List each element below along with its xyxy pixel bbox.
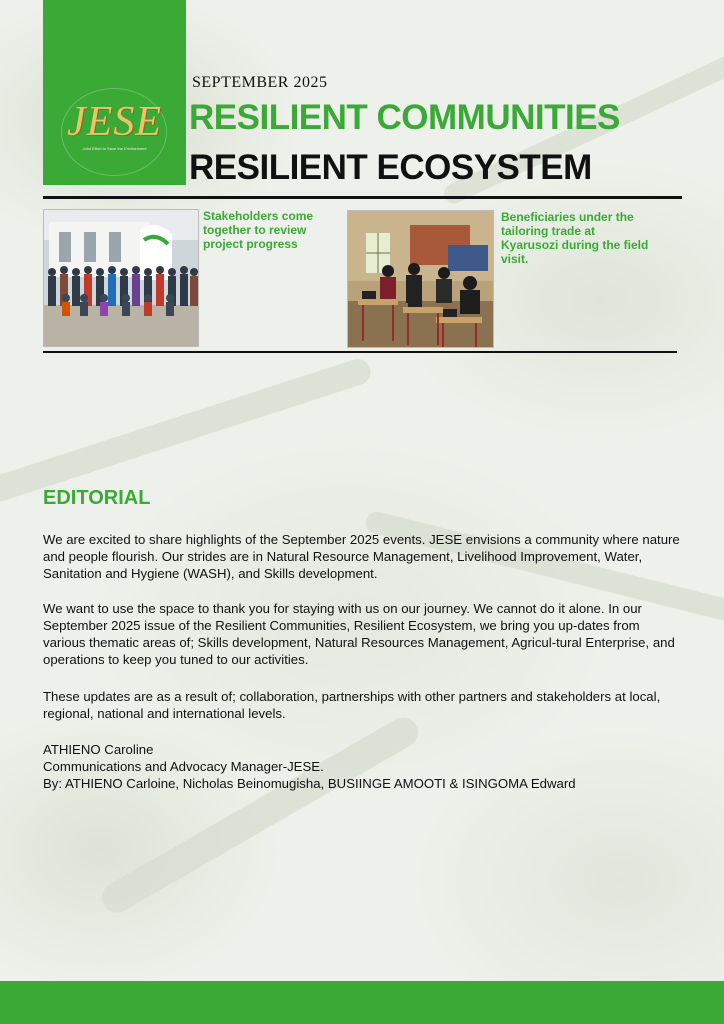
- masthead-title-line1: RESILIENT COMMUNITIES: [189, 98, 620, 137]
- tailoring-photo-image: [348, 211, 493, 347]
- masthead-divider: [43, 196, 682, 199]
- logo-tagline: Joint Effort to Save the Environment: [82, 146, 147, 151]
- footer-bar: [0, 981, 724, 1024]
- editorial-paragraph: We are excited to share highlights of the September 2025 events. JESE envisions a community where nature and people flourish. Our strides are in Natural Resource Management, Livelihood Improvement, Water, Sanitation and Hygiene (WASH), and Skills development.: [43, 532, 680, 581]
- author-name: ATHIENO Caroline: [43, 742, 154, 757]
- logo-block: [43, 0, 186, 185]
- stakeholders-caption: Stakeholders come together to review project progress: [203, 209, 314, 251]
- editorial-paragraph: These updates are as a result of; collaboration, partnerships with other partners and stakeholders at local, regional, national and international levels.: [43, 689, 661, 721]
- byline: By: ATHIENO Carloine, Nicholas Beinomugisha, BUSIINGE AMOOTI & ISINGOMA Edward: [43, 776, 576, 791]
- tailoring-photo: [347, 210, 494, 348]
- issue-date: SEPTEMBER 2025: [192, 74, 328, 91]
- masthead-title-line2: RESILIENT ECOSYSTEM: [189, 148, 592, 187]
- tailoring-caption: Beneficiaries under the tailoring trade at Kyarusozi during the field visit.: [501, 210, 649, 266]
- editorial-paragraph: We want to use the space to thank you for staying with us on our journey. We cannot do it alone. In our September 2025 issue of the Resilient Communities, Resilient Ecosystem, we bring you up-dates from various thematic areas of; Skills development, Natural Resources Management, Agricul-tural Enterprise, and operations to keep you tuned to our activities.: [43, 601, 675, 667]
- photo-section-divider: [43, 351, 677, 353]
- stakeholders-photo-image: [44, 210, 198, 346]
- stakeholders-photo: [43, 209, 199, 347]
- logo: JESE: [67, 99, 162, 145]
- editorial-heading: EDITORIAL: [43, 487, 151, 509]
- author-role: Communications and Advocacy Manager-JESE.: [43, 759, 324, 774]
